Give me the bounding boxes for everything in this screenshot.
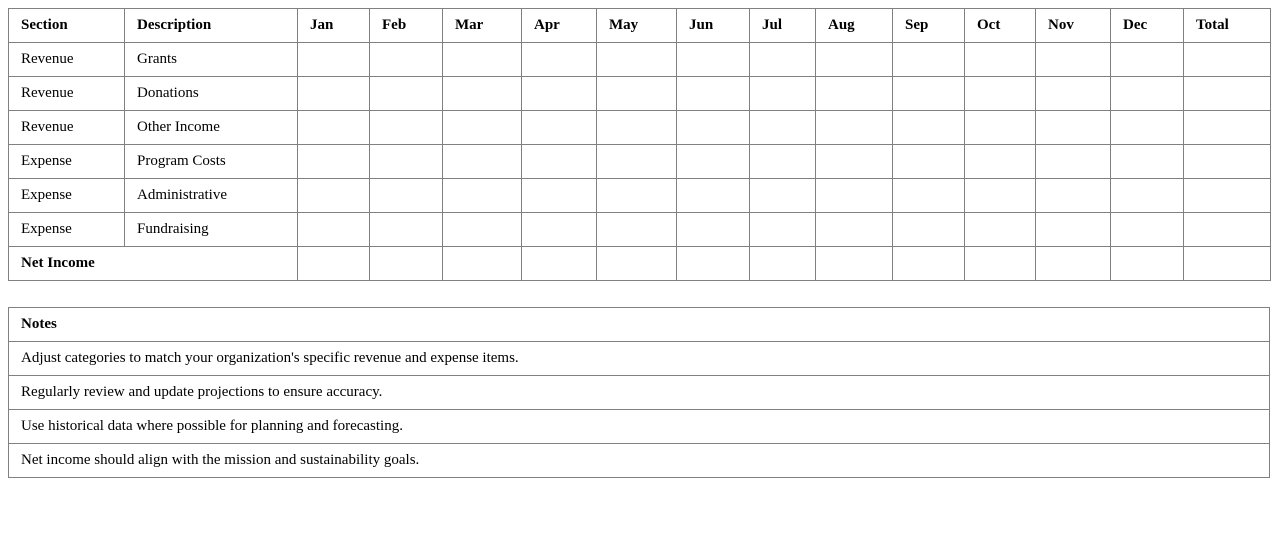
value-cell-aug[interactable] [816, 77, 893, 111]
table-row [9, 111, 1271, 145]
notes-table [8, 307, 1270, 478]
value-cell-aug[interactable] [816, 145, 893, 179]
value-cell-mar[interactable] [443, 111, 522, 145]
description-cell: Donations [125, 77, 298, 111]
value-cell-feb[interactable] [370, 111, 443, 145]
value-cell-sep[interactable] [893, 213, 965, 247]
net-income-cell-sep[interactable] [893, 247, 965, 281]
budget-table [8, 8, 1271, 281]
value-cell-dec[interactable] [1111, 145, 1184, 179]
description-cell: Administrative [125, 179, 298, 213]
net-income-cell-total[interactable] [1184, 247, 1271, 281]
value-cell-mar[interactable] [443, 43, 522, 77]
value-cell-jan[interactable] [298, 213, 370, 247]
net-income-cell-jul[interactable] [750, 247, 816, 281]
value-cell-oct[interactable] [965, 43, 1036, 77]
value-cell-jan[interactable] [298, 43, 370, 77]
value-cell-dec[interactable] [1111, 111, 1184, 145]
column-header-jun: Jun [677, 9, 750, 43]
value-cell-mar[interactable] [443, 213, 522, 247]
value-cell-nov[interactable] [1036, 43, 1111, 77]
note-row [9, 376, 1270, 410]
section-cell: Expense [9, 213, 125, 247]
note-text: Use historical data where possible for planning and forecasting. [9, 410, 1270, 444]
net-income-label: Net Income [9, 247, 298, 281]
value-cell-oct[interactable] [965, 179, 1036, 213]
section-cell: Revenue [9, 43, 125, 77]
value-cell-may[interactable] [597, 179, 677, 213]
description-cell: Program Costs [125, 145, 298, 179]
value-cell-may[interactable] [597, 213, 677, 247]
value-cell-feb[interactable] [370, 213, 443, 247]
value-cell-oct[interactable] [965, 145, 1036, 179]
value-cell-jul[interactable] [750, 77, 816, 111]
value-cell-may[interactable] [597, 111, 677, 145]
section-cell: Revenue [9, 77, 125, 111]
value-cell-mar[interactable] [443, 77, 522, 111]
value-cell-aug[interactable] [816, 213, 893, 247]
value-cell-mar[interactable] [443, 145, 522, 179]
value-cell-total[interactable] [1184, 77, 1271, 111]
value-cell-apr[interactable] [522, 77, 597, 111]
column-header-dec: Dec [1111, 9, 1184, 43]
value-cell-apr[interactable] [522, 43, 597, 77]
value-cell-total[interactable] [1184, 179, 1271, 213]
value-cell-jan[interactable] [298, 179, 370, 213]
net-income-cell-jun[interactable] [677, 247, 750, 281]
value-cell-nov[interactable] [1036, 145, 1111, 179]
value-cell-jan[interactable] [298, 77, 370, 111]
value-cell-nov[interactable] [1036, 111, 1111, 145]
value-cell-jan[interactable] [298, 111, 370, 145]
section-cell: Expense [9, 145, 125, 179]
value-cell-aug[interactable] [816, 43, 893, 77]
net-income-cell-apr[interactable] [522, 247, 597, 281]
value-cell-apr[interactable] [522, 145, 597, 179]
header-row [9, 9, 1271, 43]
value-cell-mar[interactable] [443, 179, 522, 213]
column-header-total: Total [1184, 9, 1271, 43]
notes-header-row [9, 308, 1270, 342]
value-cell-total[interactable] [1184, 213, 1271, 247]
value-cell-jul[interactable] [750, 145, 816, 179]
net-income-cell-jan[interactable] [298, 247, 370, 281]
value-cell-aug[interactable] [816, 111, 893, 145]
section-cell: Revenue [9, 111, 125, 145]
value-cell-total[interactable] [1184, 43, 1271, 77]
table-row [9, 179, 1271, 213]
value-cell-may[interactable] [597, 77, 677, 111]
net-income-cell-feb[interactable] [370, 247, 443, 281]
net-income-cell-aug[interactable] [816, 247, 893, 281]
value-cell-jun[interactable] [677, 111, 750, 145]
value-cell-dec[interactable] [1111, 179, 1184, 213]
column-header-oct: Oct [965, 9, 1036, 43]
value-cell-may[interactable] [597, 145, 677, 179]
value-cell-sep[interactable] [893, 145, 965, 179]
net-income-row [9, 247, 1271, 281]
note-text: Adjust categories to match your organization's specific revenue and expense items. [9, 342, 1270, 376]
note-row [9, 410, 1270, 444]
description-cell: Grants [125, 43, 298, 77]
value-cell-jan[interactable] [298, 145, 370, 179]
value-cell-oct[interactable] [965, 213, 1036, 247]
column-header-description: Description [125, 9, 298, 43]
description-cell: Other Income [125, 111, 298, 145]
column-header-jan: Jan [298, 9, 370, 43]
note-text: Regularly review and update projections to ensure accuracy. [9, 376, 1270, 410]
net-income-cell-nov[interactable] [1036, 247, 1111, 281]
column-header-section: Section [9, 9, 125, 43]
note-row [9, 444, 1270, 478]
table-row [9, 43, 1271, 77]
value-cell-dec[interactable] [1111, 213, 1184, 247]
note-row [9, 342, 1270, 376]
value-cell-total[interactable] [1184, 111, 1271, 145]
description-cell: Fundraising [125, 213, 298, 247]
section-cell: Expense [9, 179, 125, 213]
value-cell-nov[interactable] [1036, 213, 1111, 247]
net-income-cell-may[interactable] [597, 247, 677, 281]
value-cell-jul[interactable] [750, 179, 816, 213]
value-cell-feb[interactable] [370, 77, 443, 111]
table-row [9, 213, 1271, 247]
value-cell-nov[interactable] [1036, 77, 1111, 111]
value-cell-total[interactable] [1184, 145, 1271, 179]
value-cell-dec[interactable] [1111, 77, 1184, 111]
value-cell-sep[interactable] [893, 179, 965, 213]
column-header-nov: Nov [1036, 9, 1111, 43]
value-cell-nov[interactable] [1036, 179, 1111, 213]
column-header-feb: Feb [370, 9, 443, 43]
value-cell-oct[interactable] [965, 77, 1036, 111]
table-row [9, 145, 1271, 179]
column-header-may: May [597, 9, 677, 43]
value-cell-apr[interactable] [522, 179, 597, 213]
table-row [9, 77, 1271, 111]
notes-header: Notes [9, 308, 1270, 342]
value-cell-jun[interactable] [677, 145, 750, 179]
column-header-sep: Sep [893, 9, 965, 43]
value-cell-jun[interactable] [677, 179, 750, 213]
note-text: Net income should align with the mission and sustainability goals. [9, 444, 1270, 478]
value-cell-jul[interactable] [750, 111, 816, 145]
column-header-aug: Aug [816, 9, 893, 43]
value-cell-jun[interactable] [677, 43, 750, 77]
value-cell-oct[interactable] [965, 111, 1036, 145]
value-cell-feb[interactable] [370, 145, 443, 179]
net-income-cell-dec[interactable] [1111, 247, 1184, 281]
value-cell-jun[interactable] [677, 77, 750, 111]
net-income-cell-mar[interactable] [443, 247, 522, 281]
value-cell-feb[interactable] [370, 179, 443, 213]
column-header-jul: Jul [750, 9, 816, 43]
value-cell-sep[interactable] [893, 77, 965, 111]
value-cell-jul[interactable] [750, 213, 816, 247]
value-cell-aug[interactable] [816, 179, 893, 213]
column-header-apr: Apr [522, 9, 597, 43]
value-cell-apr[interactable] [522, 213, 597, 247]
value-cell-sep[interactable] [893, 43, 965, 77]
value-cell-jul[interactable] [750, 43, 816, 77]
value-cell-feb[interactable] [370, 43, 443, 77]
value-cell-apr[interactable] [522, 111, 597, 145]
value-cell-sep[interactable] [893, 111, 965, 145]
value-cell-jun[interactable] [677, 213, 750, 247]
value-cell-dec[interactable] [1111, 43, 1184, 77]
value-cell-may[interactable] [597, 43, 677, 77]
column-header-mar: Mar [443, 9, 522, 43]
net-income-cell-oct[interactable] [965, 247, 1036, 281]
